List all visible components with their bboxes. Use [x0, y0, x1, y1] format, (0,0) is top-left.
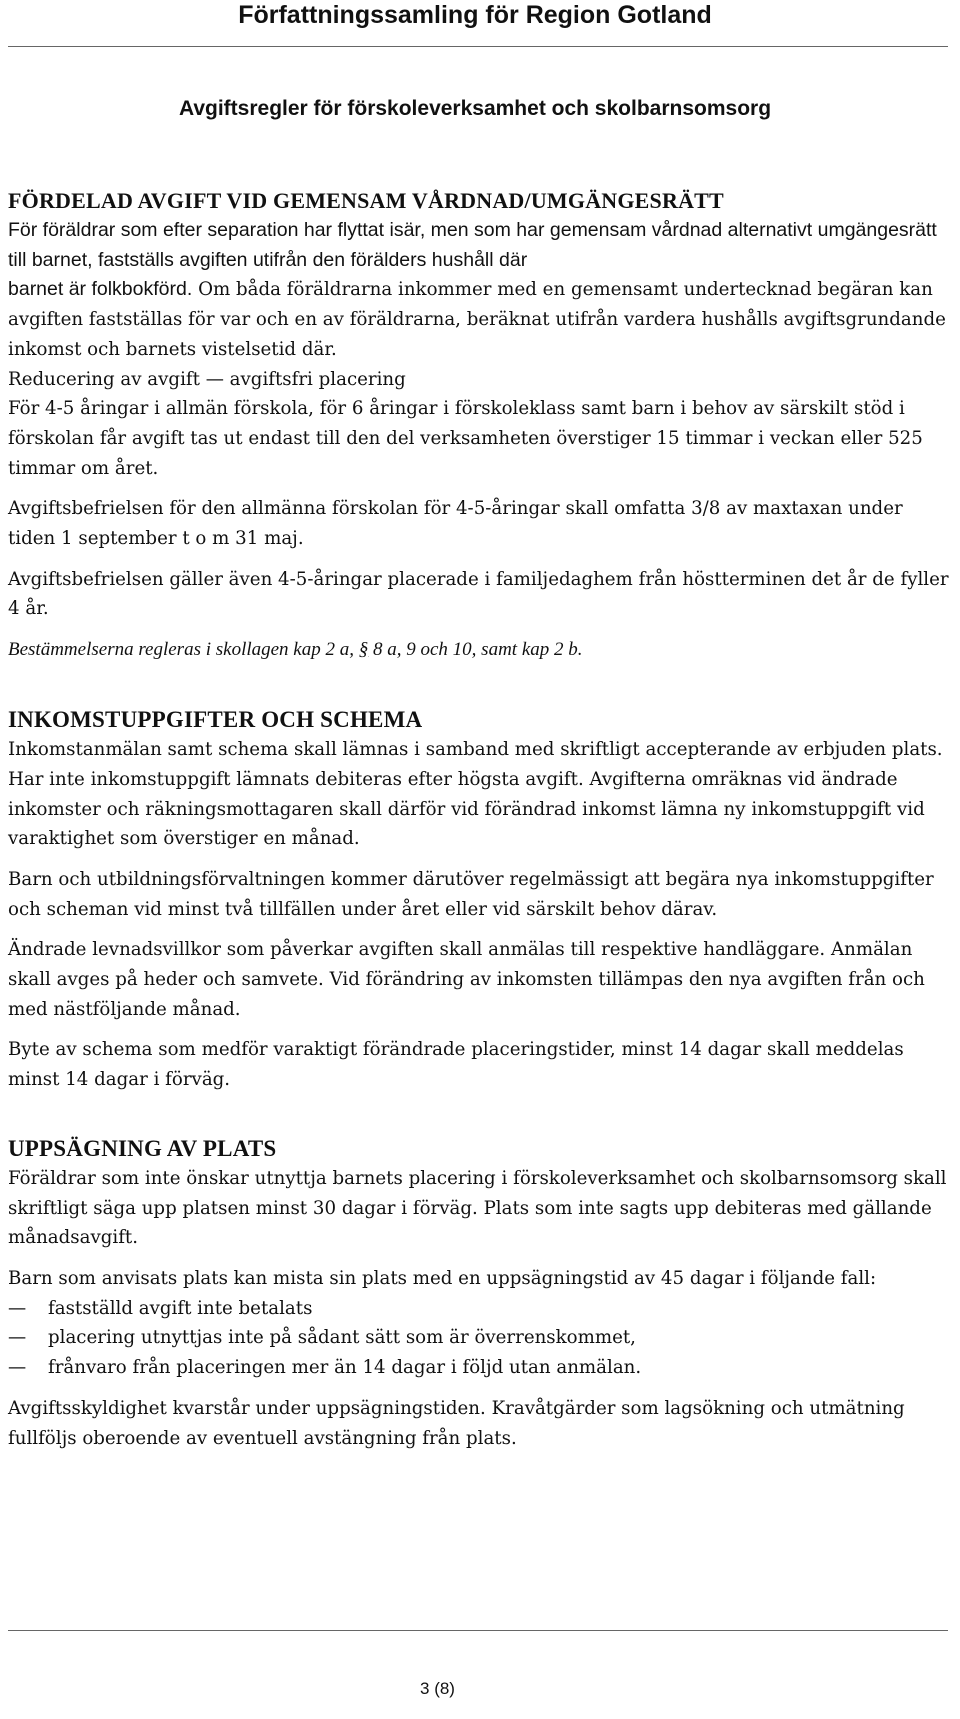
legal-reference-part-b: 8 a, 9 och 10, samt kap 2 b.: [373, 639, 583, 661]
section-heading-uppsagning: UPPSÄGNING AV PLATS: [8, 1135, 277, 1161]
subheading-reducering: Reducering av avgift — avgiftsfri placering: [8, 368, 406, 390]
dash-bullet: —: [8, 1297, 27, 1319]
dash-bullet: —: [8, 1357, 27, 1379]
paragraph-avgiftsskyldighet: Avgiftsskyldighet kvarstår under uppsägningstiden. Kravåtgärder som lagsökning och utmätning fullföljs oberoende av eventuell avstängning från plats.: [8, 1397, 905, 1449]
footer-divider: [8, 1630, 948, 1631]
uppsagning-list: [8, 1294, 953, 1383]
section-heading-inkomstuppgifter: INKOMSTUPPGIFTER OCH SCHEMA: [8, 707, 423, 733]
list-item-text: placering utnyttjas inte på sådant sätt som är överrenskommet,: [48, 1327, 636, 1349]
page-number: 3 (8): [420, 1679, 455, 1698]
paragraph-separation-continued: [8, 275, 953, 364]
list-item-text: frånvaro från placeringen mer än 14 dagar i följd utan anmälan.: [48, 1357, 642, 1379]
section-sign: §: [358, 639, 369, 661]
organization-header: Författningssamling för Region Gotland: [238, 1, 712, 29]
dash-bullet: —: [8, 1327, 27, 1349]
paragraph-separation-lead: barnet är folkbokförd.: [8, 278, 193, 301]
legal-reference: [8, 635, 953, 665]
paragraph-andrade-levnadsvillkor: Ändrade levnadsvillkor som påverkar avgiften skall anmälas till respektive handläggare. Anmälan skall avges på heder och samvete. Vid förändring av inkomsten tillämpas den nya avgiften från och med nästföljande månad.: [8, 939, 925, 1020]
paragraph-avgiftsfri-placering: För 4-5 åringar i allmän förskola, för 6 åringar i förskoleklass samt barn i behov av särskilt stöd i förskolan får avgift tas ut endast till den del verksamheten överstiger 15 timmar i veckan eller 525 timmar om året.: [8, 398, 923, 479]
legal-reference-part-a: Bestämmelserna regleras i skollagen kap 2 a,: [8, 639, 354, 661]
paragraph-separation-rest: Om båda föräldrarna inkommer med en gemensamt undertecknad begäran kan avgiften fastställas för var och en av föräldrarna, beräknat utifrån vardera hushålls avgiftsgrundande inkomst och barnets vistelsetid där.: [8, 279, 946, 360]
section-heading-fordelad-avgift: FÖRDELAD AVGIFT VID GEMENSAM VÅRDNAD/UMGÄNGESRÄTT: [8, 188, 724, 213]
paragraph-avgiftsbefrielsen-forskola: Avgiftsbefrielsen för den allmänna förskolan för 4-5-åringar skall omfatta 3/8 av maxtaxan under tiden 1 september t o m 31 maj.: [8, 498, 903, 550]
paragraph-separation-sans: För föräldrar som efter separation har flyttat isär, men som har gemensam vårdnad alternativt umgängesrätt till barnet, fastställs avgiften utifrån den förälders hushåll där: [8, 219, 937, 271]
list-item: [8, 1353, 953, 1383]
list-item: [8, 1323, 953, 1353]
paragraph-nya-inkomstuppgifter: Barn och utbildningsförvaltningen kommer därutöver regelmässigt att begära nya inkomstuppgifter och scheman vid minst två tillfällen under året eller vid särskilt behov därav.: [8, 868, 934, 920]
header-divider: [8, 46, 948, 47]
paragraph-mista-plats: Barn som anvisats plats kan mista sin plats med en uppsägningstid av 45 dagar i följande fall:: [8, 1267, 877, 1289]
paragraph-uppsagning-platsen: Föräldrar som inte önskar utnyttja barnets placering i förskoleverksamhet och skolbarnsomsorg skall skriftligt säga upp platsen minst 30 dagar i förväg. Plats som inte sagts upp debiteras med gällande månadsavgift.: [8, 1167, 947, 1249]
document-title: Avgiftsregler för förskoleverksamhet och skolbarnsomsorg: [178, 97, 772, 120]
list-item-text: fastställd avgift inte betalats: [48, 1297, 313, 1319]
paragraph-byte-av-schema: Byte av schema som medför varaktigt förändrade placeringstider, minst 14 dagar skall meddelas minst 14 dagar i förväg.: [8, 1039, 904, 1091]
document-body: [8, 186, 953, 1464]
list-item: [8, 1294, 953, 1324]
paragraph-inkomstanmalan: Inkomstanmälan samt schema skall lämnas i samband med skriftligt accepterande av erbjuden plats. Har inte inkomstuppgift lämnats debiteras efter högsta avgift. Avgifterna omräknas vid ändrade inkomster och räkningsmottagaren skall därför vid förändrad inkomst lämna ny inkomstuppgift vid varaktighet som överstiger en månad.: [8, 739, 943, 850]
paragraph-avgiftsbefrielsen-familjedaghem: Avgiftsbefrielsen gäller även 4-5-åringar placerade i familjedaghem från höstterminen det år de fyller 4 år.: [8, 568, 949, 620]
